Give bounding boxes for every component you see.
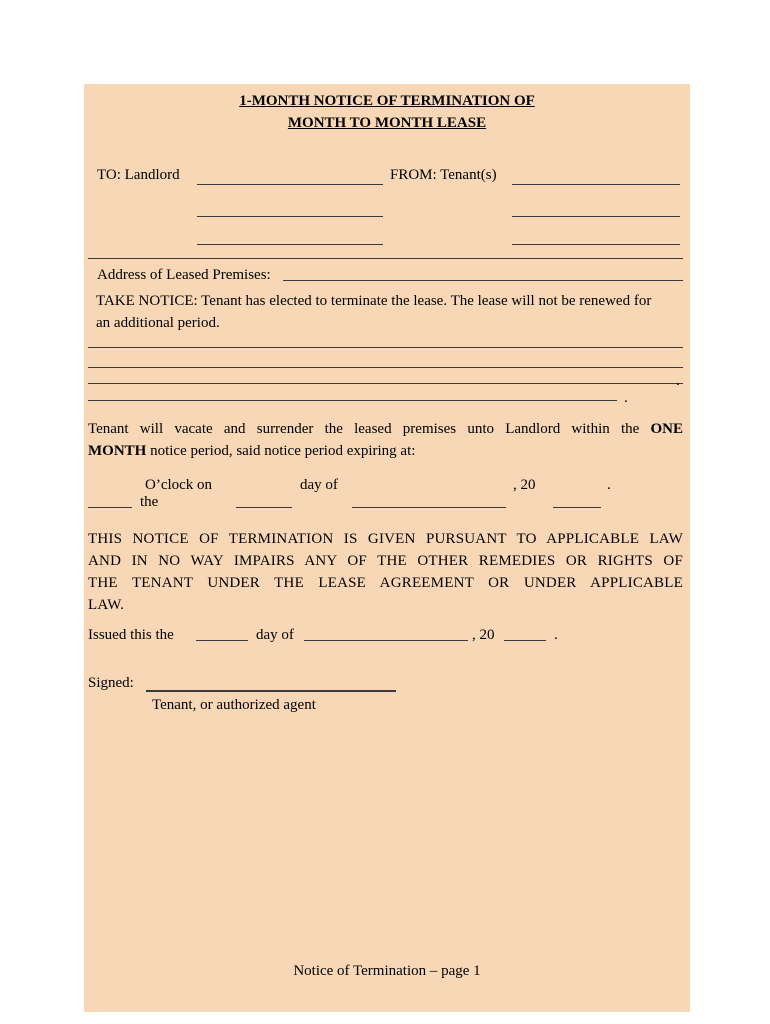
form-title-line2: MONTH TO MONTH LEASE bbox=[287, 115, 487, 131]
address-blank bbox=[283, 280, 683, 281]
take-notice-line1: TAKE NOTICE: Tenant has elected to terminate the lease. The lease will not be renewed for bbox=[96, 293, 652, 309]
notice-blank-3-period: . bbox=[676, 373, 680, 389]
vacate-line-2 bbox=[88, 440, 683, 462]
expiry-the-label: the bbox=[140, 494, 159, 510]
signed-block bbox=[84, 672, 690, 716]
landlord-blank-2 bbox=[197, 216, 383, 217]
tenant-blank-1 bbox=[512, 184, 680, 185]
notice-paragraph bbox=[88, 528, 683, 616]
issued-period: . bbox=[554, 627, 558, 643]
take-notice-line2: an additional period. bbox=[96, 315, 220, 331]
landlord-blank-3 bbox=[197, 244, 383, 245]
form-sheet bbox=[84, 84, 690, 1012]
tenant-blank-3 bbox=[512, 244, 680, 245]
expiry-block bbox=[84, 474, 690, 522]
signed-label: Signed: bbox=[88, 675, 134, 691]
from-tenant-label: FROM: Tenant(s) bbox=[390, 167, 497, 183]
form-title bbox=[84, 90, 690, 134]
oclock-label: O’clock on bbox=[145, 477, 213, 493]
expiry-period: . bbox=[607, 477, 611, 493]
signature-caption: Tenant, or authorized agent bbox=[152, 697, 316, 713]
notice-paragraph-line4: LAW. bbox=[88, 597, 125, 613]
expiry-year-label: , 20 bbox=[513, 477, 536, 493]
expiry-month-blank bbox=[352, 507, 506, 508]
vacate-line1-bold: ONE bbox=[650, 421, 684, 437]
notice-blank-4 bbox=[88, 400, 617, 401]
vacate-line2-text: notice period, said notice period expiring at: bbox=[150, 443, 416, 459]
to-landlord-label: TO: Landlord bbox=[97, 167, 180, 183]
expiry-day-blank bbox=[236, 507, 292, 508]
notice-blank-1 bbox=[88, 347, 683, 348]
issued-block bbox=[84, 624, 690, 648]
vacate-line2-bold: MONTH bbox=[88, 443, 147, 459]
landlord-blank-1 bbox=[197, 184, 383, 185]
issued-day-blank bbox=[196, 640, 248, 641]
notice-paragraph-line3: THE TENANT UNDER THE LEASE AGREEMENT OR UNDER APPLICABLE bbox=[88, 575, 683, 591]
notice-paragraph-line2: AND IN NO WAY IMPAIRS ANY OF THE OTHER REMEDIES OR RIGHTS OF bbox=[88, 553, 683, 569]
premises-top-rule bbox=[88, 258, 683, 259]
issued-month-blank bbox=[304, 640, 468, 641]
signature-blank bbox=[146, 690, 396, 692]
notice-blank-4-period: . bbox=[624, 390, 628, 406]
notice-blank-2 bbox=[88, 367, 683, 368]
tenant-blank-2 bbox=[512, 216, 680, 217]
vacate-line-1 bbox=[88, 418, 683, 440]
issued-day-of-label: day of bbox=[256, 627, 294, 643]
page-footer: Notice of Termination – page 1 bbox=[293, 963, 481, 979]
take-notice-paragraph bbox=[96, 290, 680, 334]
expiry-day-of-label: day of bbox=[300, 477, 338, 493]
issued-year-label: , 20 bbox=[472, 627, 495, 643]
address-label: Address of Leased Premises: bbox=[97, 267, 271, 283]
notice-blank-3 bbox=[88, 383, 683, 384]
expiry-year-blank bbox=[553, 507, 601, 508]
vacate-line1-text: Tenant will vacate and surrender the leased premises unto Landlord within the bbox=[88, 421, 640, 437]
notice-paragraph-line1: THIS NOTICE OF TERMINATION IS GIVEN PURSUANT TO APPLICABLE LAW bbox=[88, 531, 683, 547]
issued-year-blank bbox=[504, 640, 546, 641]
vacate-paragraph bbox=[88, 418, 683, 462]
issued-prefix: Issued this the bbox=[88, 627, 174, 643]
form-title-line1: 1-MONTH NOTICE OF TERMINATION OF bbox=[239, 93, 535, 109]
expiry-time-blank bbox=[88, 507, 132, 508]
